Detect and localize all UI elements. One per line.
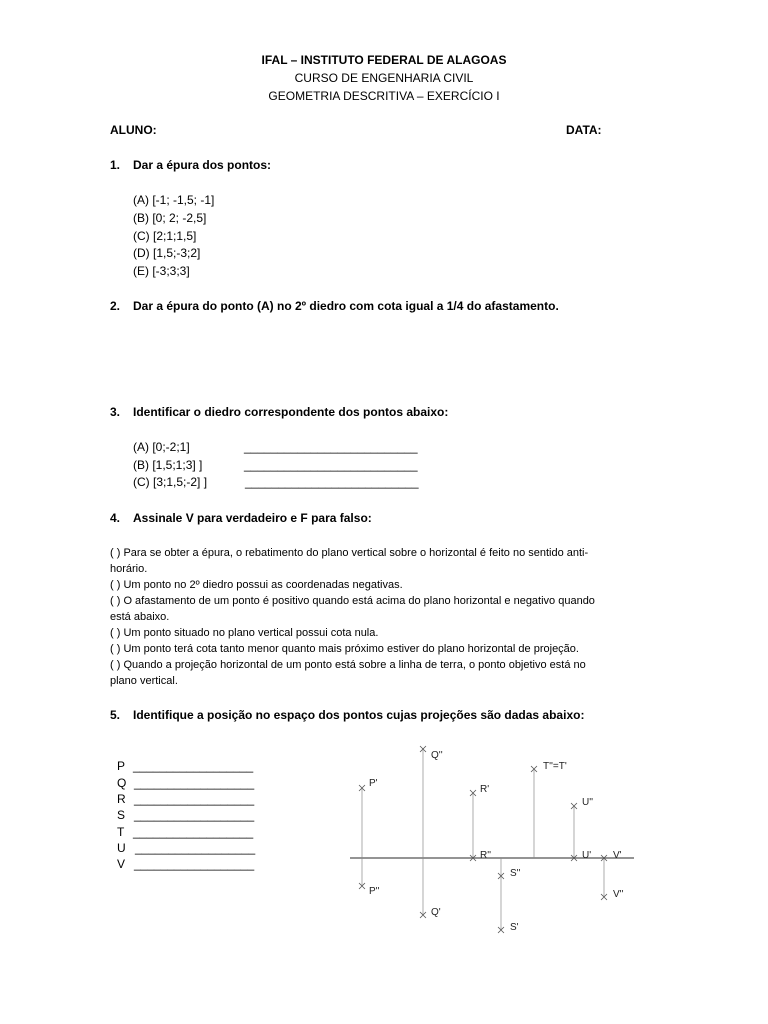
data-label: DATA:: [566, 123, 602, 137]
q4-line: ( ) Quando a projeção horizontal de um ponto está sobre a linha de terra, o ponto objetivo está no: [110, 659, 586, 671]
q4-line: ( ) O afastamento de um ponto é positivo quando está acima do plano horizontal e negativo quando: [110, 595, 595, 607]
q3-title: Identificar o diedro correspondente dos pontos abaixo:: [133, 405, 449, 419]
q4-line: horário.: [110, 563, 148, 575]
label-p2: P'': [369, 886, 380, 897]
q5-blank[interactable]: __________________: [134, 857, 255, 871]
label-s2: S'': [510, 868, 521, 879]
q3-item: (A) [0;-2;1]: [133, 440, 190, 454]
q5-point-label: T: [117, 825, 125, 839]
q5-blank[interactable]: __________________: [134, 808, 255, 822]
q1-item: (A) [-1; -1,5; -1]: [133, 193, 215, 207]
q4-title: Assinale V para verdadeiro e F para falso:: [133, 511, 372, 525]
header-course: CURSO DE ENGENHARIA CIVIL: [294, 71, 474, 85]
q3-item: (C) [3;1,5;-2] ]: [133, 475, 208, 489]
label-p1: P': [369, 778, 378, 789]
q3-blank[interactable]: __________________________: [244, 440, 418, 454]
q5-blank[interactable]: __________________: [134, 792, 255, 806]
q4-line: ( ) Um ponto situado no plano vertical possui cota nula.: [110, 627, 379, 639]
label-s1: S': [510, 922, 519, 933]
q3-blank[interactable]: __________________________: [244, 458, 418, 472]
q5-point-label: R: [117, 792, 126, 806]
q4-line: ( ) Um ponto no 2º diedro possui as coordenadas negativas.: [110, 579, 403, 591]
q5-blank[interactable]: __________________: [133, 825, 254, 839]
label-r1: R': [480, 784, 490, 795]
label-u2: U'': [582, 797, 594, 808]
q1-item: (D) [1,5;-3;2]: [133, 246, 201, 260]
q5-blank[interactable]: __________________: [134, 776, 255, 790]
point-markers: [359, 746, 607, 933]
q4-line: ( ) Para se obter a épura, o rebatimento do plano vertical sobre o horizontal é feito no sentido anti-: [110, 547, 589, 559]
header-exercise: GEOMETRIA DESCRITIVA – EXERCÍCIO I: [268, 89, 500, 103]
label-t: T''=T': [543, 761, 567, 772]
q1-item: (B) [0; 2; -2,5]: [133, 211, 207, 225]
q3-number: 3.: [110, 405, 121, 419]
q5-blank[interactable]: __________________: [133, 759, 254, 773]
q2-title: Dar a épura do ponto (A) no 2º diedro com cota igual a 1/4 do afastamento.: [133, 299, 559, 313]
q1-number: 1.: [110, 158, 121, 172]
q3-item: (B) [1,5;1;3] ]: [133, 458, 203, 472]
q5-point-label: P: [117, 759, 126, 773]
q4-line: plano vertical.: [110, 675, 178, 687]
q5-point-label: V: [117, 857, 126, 871]
q5-point-label: Q: [117, 776, 127, 790]
label-q2: Q'': [431, 750, 443, 761]
header-institution: IFAL – INSTITUTO FEDERAL DE ALAGOAS: [261, 53, 507, 67]
label-q1: Q': [431, 907, 441, 918]
q1-title: Dar a épura dos pontos:: [133, 158, 272, 172]
q5-point-label: U: [117, 841, 126, 855]
epura-diagram: [340, 740, 650, 940]
q2-number: 2.: [110, 299, 121, 313]
q5-point-label: S: [117, 808, 126, 822]
q4-number: 4.: [110, 511, 121, 525]
q5-blank[interactable]: __________________: [135, 841, 256, 855]
q1-item: (E) [-3;3;3]: [133, 264, 190, 278]
label-r2: R'': [480, 850, 492, 861]
label-u1: U': [582, 850, 592, 861]
q1-item: (C) [2;1;1,5]: [133, 229, 197, 243]
q5-number: 5.: [110, 708, 121, 722]
aluno-label: ALUNO:: [110, 123, 157, 137]
label-v2: V'': [613, 889, 624, 900]
q5-title: Identifique a posição no espaço dos pontos cujas projeções são dadas abaixo:: [133, 708, 585, 722]
q3-blank[interactable]: __________________________: [245, 475, 419, 489]
label-v1: V': [613, 850, 622, 861]
q4-line: ( ) Um ponto terá cota tanto menor quanto mais próximo estiver do plano horizontal de projeção.: [110, 643, 579, 655]
q4-line: está abaixo.: [110, 611, 170, 623]
